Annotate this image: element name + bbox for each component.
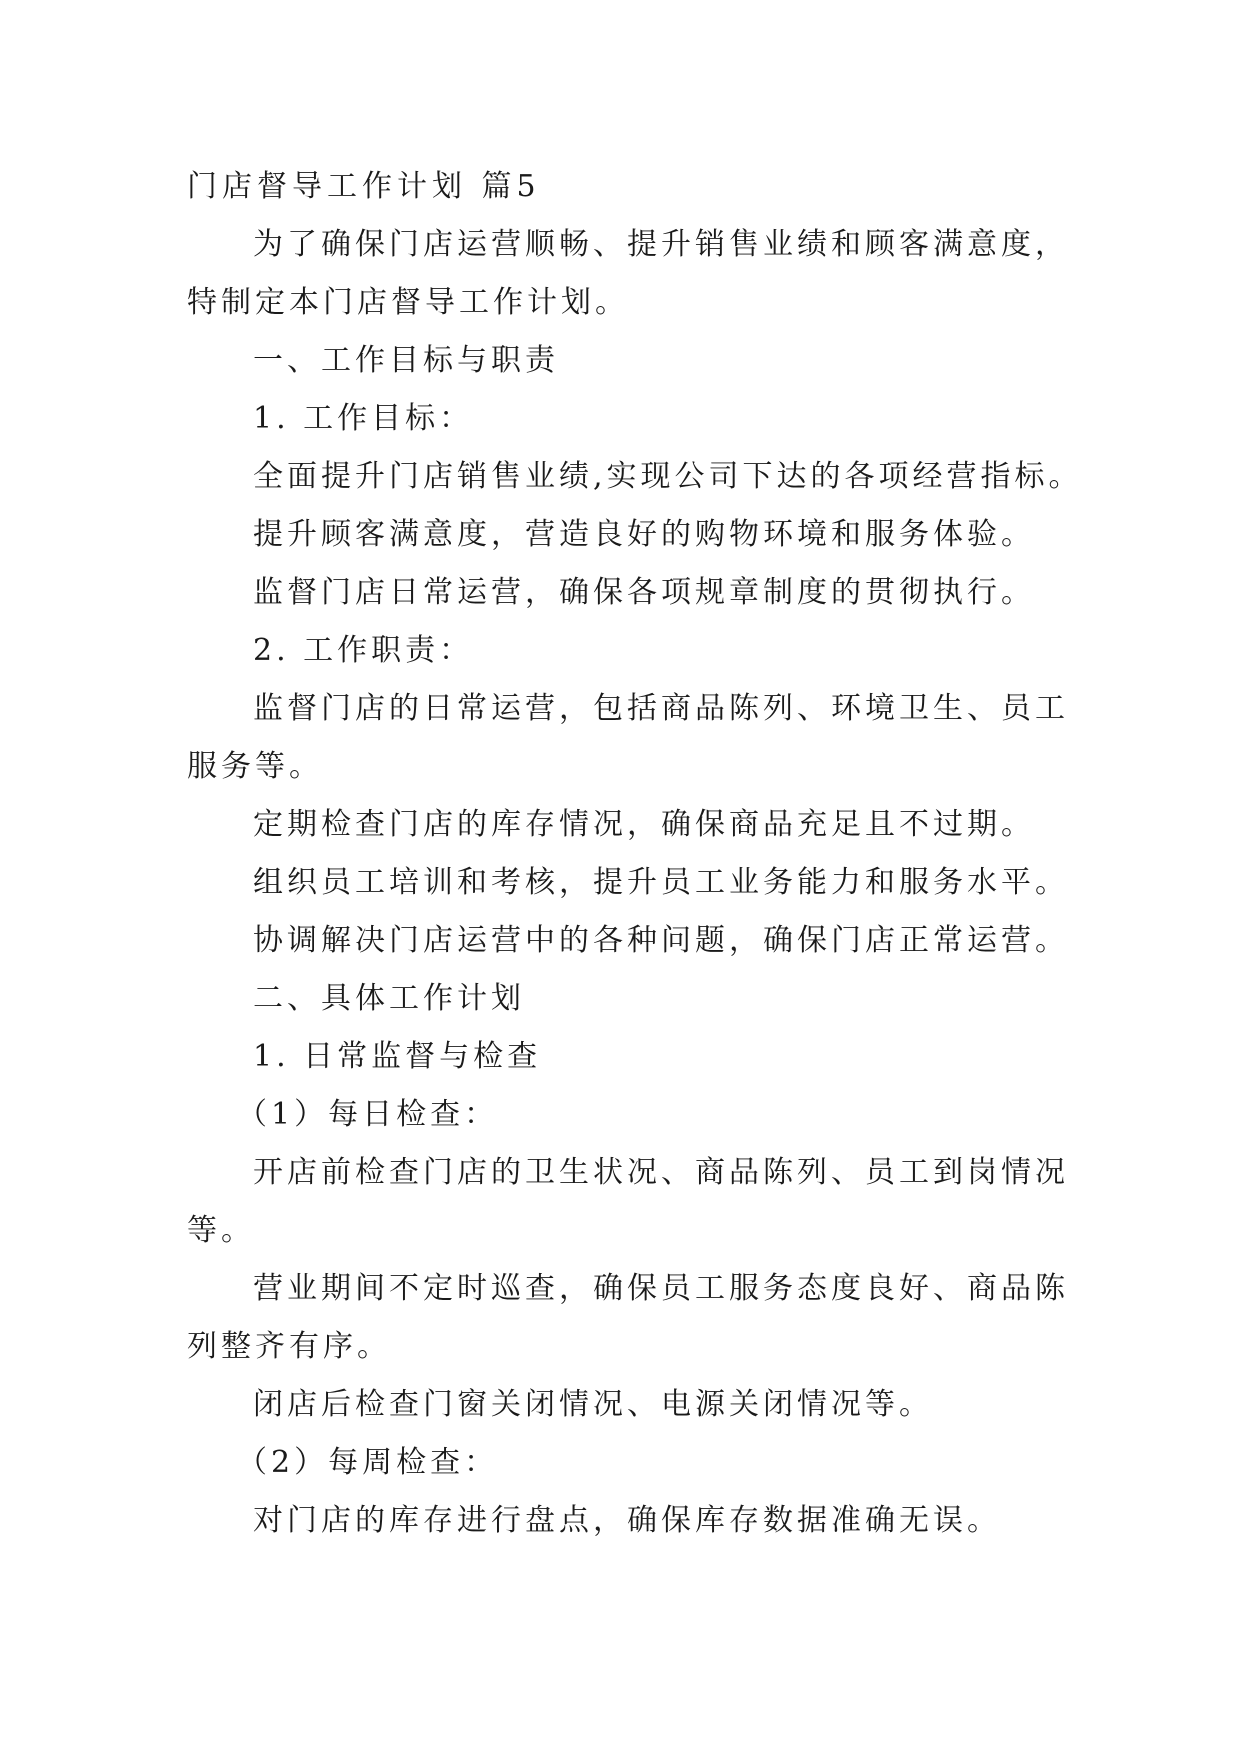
document-body — [187, 158, 1083, 1550]
text-line: 列整齐有序。 — [187, 1329, 391, 1364]
paragraph-lines — [187, 216, 1083, 1550]
text-line: 全面提升门店销售业绩,实现公司下达的各项经营指标。 — [253, 459, 1083, 494]
text-line: 一、工作目标与职责 — [253, 343, 559, 378]
text-line: 定期检查门店的库存情况，确保商品充足且不过期。 — [253, 807, 1035, 842]
text-line: 二、具体工作计划 — [253, 981, 525, 1016]
text-line: 等。 — [187, 1213, 255, 1248]
text-line: 提升顾客满意度，营造良好的购物环境和服务体验。 — [253, 517, 1035, 552]
text-line: 开店前检查门店的卫生状况、商品陈列、员工到岗情况 — [253, 1155, 1069, 1190]
text-line: 组织员工培训和考核，提升员工业务能力和服务水平。 — [253, 865, 1069, 900]
text-line: （1）每日检查： — [237, 1097, 499, 1132]
text-line: 2. 工作职责： — [253, 633, 474, 668]
text-line: 监督门店日常运营，确保各项规章制度的贯彻执行。 — [253, 575, 1035, 610]
text-line: 营业期间不定时巡查，确保员工服务态度良好、商品陈 — [253, 1271, 1069, 1306]
text-line: 服务等。 — [187, 749, 323, 784]
text-line: 闭店后检查门窗关闭情况、电源关闭情况等。 — [253, 1387, 933, 1422]
text-line: 协调解决门店运营中的各种问题，确保门店正常运营。 — [253, 923, 1069, 958]
text-line: （2）每周检查： — [237, 1445, 499, 1480]
text-line: 1. 日常监督与检查 — [253, 1039, 542, 1074]
text-line: 监督门店的日常运营，包括商品陈列、环境卫生、员工 — [253, 691, 1069, 726]
text-line: 为了确保门店运营顺畅、提升销售业绩和顾客满意度， — [253, 227, 1069, 262]
text-line: 特制定本门店督导工作计划。 — [187, 285, 629, 320]
text-line: 1. 工作目标： — [253, 401, 474, 436]
text-line: 对门店的库存进行盘点，确保库存数据准确无误。 — [253, 1503, 1001, 1538]
document-title: 门店督导工作计划 篇5 — [187, 169, 541, 204]
